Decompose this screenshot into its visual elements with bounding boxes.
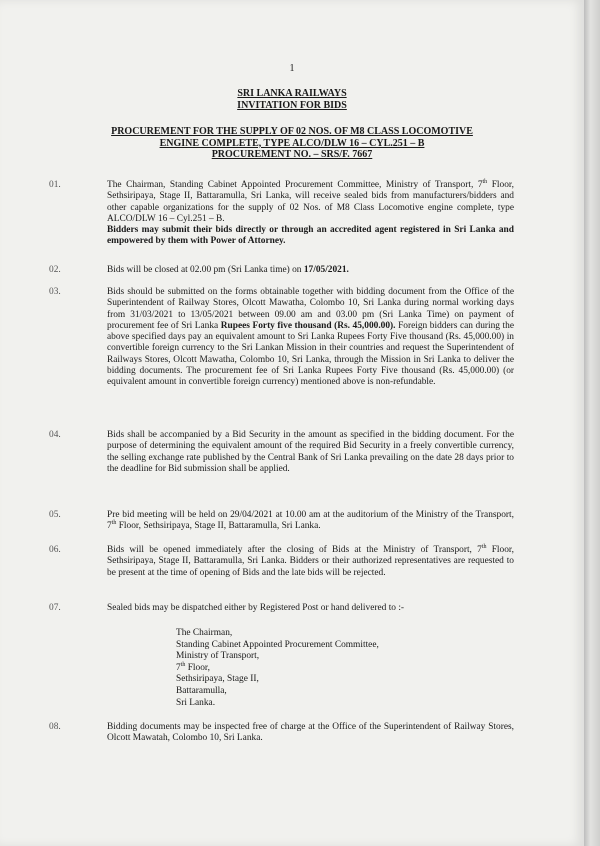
address-line	[176, 663, 379, 675]
page-edge-shadow	[584, 0, 600, 846]
header-subtitle: INVITATION FOR BIDS	[237, 99, 347, 111]
paragraph-number: 06.	[49, 545, 61, 555]
paragraph-number: 02.	[49, 265, 61, 275]
paragraph-text	[107, 265, 514, 276]
paragraph-text	[107, 603, 514, 614]
address-line: Ministry of Transport,	[176, 651, 260, 662]
superscript: th	[482, 178, 488, 185]
address-line: Battaramulla,	[176, 685, 227, 696]
text-span: Bids will be opened immediately after the closing of Bids at the Ministry of Transport, 7	[107, 545, 482, 555]
paragraph-02	[49, 265, 514, 276]
superscript: th	[111, 520, 117, 527]
paragraph-number: 03.	[49, 287, 61, 297]
text-span: Floor, Sethsiripaya, Stage II, Battaramulla, Sri Lanka. Bidders or their authorized representatives are requested to be present at the time of opening of Bids and the late bids will be rejected.	[107, 545, 514, 578]
text-span: Bidding documents may be inspected free of charge at the Office of the Superintendent of Railway Stores, Olcott Mawatah, Colombo 10, Sri Lanka.	[107, 722, 514, 744]
paragraph-number: 08.	[49, 722, 61, 732]
superscript: th	[481, 543, 487, 550]
text-span: Floor,	[185, 662, 210, 673]
bold-text: Rupees Forty five thousand (Rs. 45,000.00).	[220, 320, 396, 331]
paragraph-text	[107, 510, 514, 533]
org-name: SRI LANKA RAILWAYS	[237, 88, 347, 99]
page-number: 1	[289, 63, 295, 74]
chairman-address	[176, 628, 379, 709]
text-span: Bids shall be accompanied by a Bid Security in the amount as specified in the bidding document. For the purpose of determining the equivalent amount of the required Bid Security in a freely convertible currency, the selling exchange rate published by the Central Bank of Sri Lanka prevailing on the date 28 days prior to the deadline for Bid submission shall be applied.	[107, 430, 514, 474]
paragraph-05	[49, 510, 514, 533]
text-span: The Chairman, Standing Cabinet Appointed Procurement Committee, Ministry of Transport, 7	[107, 180, 483, 190]
paragraph-06	[49, 545, 514, 579]
text-span: Pre bid meeting will be held on 29/04/2021 at 10.00 am at the auditorium of the Ministry of the Transport, 7	[107, 510, 514, 532]
paragraph-text	[107, 287, 514, 389]
paragraph-text	[107, 180, 514, 248]
text-span: Floor, Sethsiripaya, Stage II, Battaramulla, Sri Lanka.	[116, 521, 321, 532]
text-span: Bids should be submitted on the forms obtainable together with bidding document from the Office of the Superintendent of Railway Stores, Olcott Mawatha, Colombo 10, Sri Lanka during normal working days from 31/03/2021 to 13/05/2021 between 09.00 am and 03.00 pm (Sri Lanka Time) on payment of procurement fee of Sri Lanka	[107, 287, 514, 331]
bold-text: Bidders may submit their bids directly or through an accredited agent registered in Sri Lanka and empowered by them with Power of Attorney.	[107, 225, 514, 247]
title-line-3: PROCUREMENT NO. – SRS/F. 7667	[211, 149, 373, 160]
address-line: Sri Lanka.	[176, 697, 216, 708]
address-line: Standing Cabinet Appointed Procurement Committee,	[176, 639, 379, 650]
procurement-title	[72, 126, 512, 161]
paragraph-08	[49, 722, 514, 745]
paragraph-number: 07.	[49, 603, 61, 613]
address-line: Sethsiripaya, Stage II,	[176, 674, 259, 685]
text-span: Foreign bidders can during the above specified days pay an equivalent amount to Sri Lanka Rupees Forty Five thousand (Rs. 45,000.00) in convertible foreign currency to the Sri Lankan Mission in their countries and request the Superintendent of Railways Stores, Olcott Mawatha, Colombo 10, Sri Lanka, through the Mission in Sri Lanka to deliver the bidding documents. The procurement fee of Sri Lanka Rupees Forty Five thousand (Rs. 45,000.00) (or equivalent amount in convertible foreign currency) mentioned above is non-refundable.	[107, 320, 515, 388]
paragraph-03	[49, 287, 514, 389]
document-header	[0, 88, 584, 111]
text-span: Sealed bids may be dispatched either by Registered Post or hand delivered to :-	[107, 603, 405, 613]
superscript: th	[180, 661, 186, 668]
paragraph-text	[107, 430, 514, 475]
paragraph-01	[49, 180, 514, 248]
address-line: The Chairman,	[176, 628, 233, 638]
paragraph-number: 01.	[49, 180, 61, 190]
title-line-2: ENGINE COMPLETE, TYPE ALCO/DLW 16 – CYL.251 – B	[159, 137, 425, 149]
title-line-1: PROCUREMENT FOR THE SUPPLY OF 02 NOS. OF M8 CLASS LOCOMOTIVE	[111, 126, 473, 137]
bold-text: 17/05/2021.	[303, 265, 349, 275]
paragraph-text	[107, 545, 514, 579]
paragraph-number: 05.	[49, 510, 61, 520]
text-span: Floor, Sethsiripaya, Stage II, Battaramulla, Sri Lanka, will receive sealed bids from manufacturers/bidders and other capable organizations for the supply of 02 Nos. of M8 Class Locomotive engine complete, type ALCO/DLW 16 – Cyl.251 – B.	[107, 180, 514, 224]
paragraph-number: 04.	[49, 430, 61, 440]
text-span: Bids will be closed at 02.00 pm (Sri Lanka time) on	[107, 265, 304, 275]
text-span: 7	[176, 662, 181, 673]
paragraph-04	[49, 430, 514, 475]
paragraph-text	[107, 722, 514, 745]
paragraph-07	[49, 603, 514, 614]
